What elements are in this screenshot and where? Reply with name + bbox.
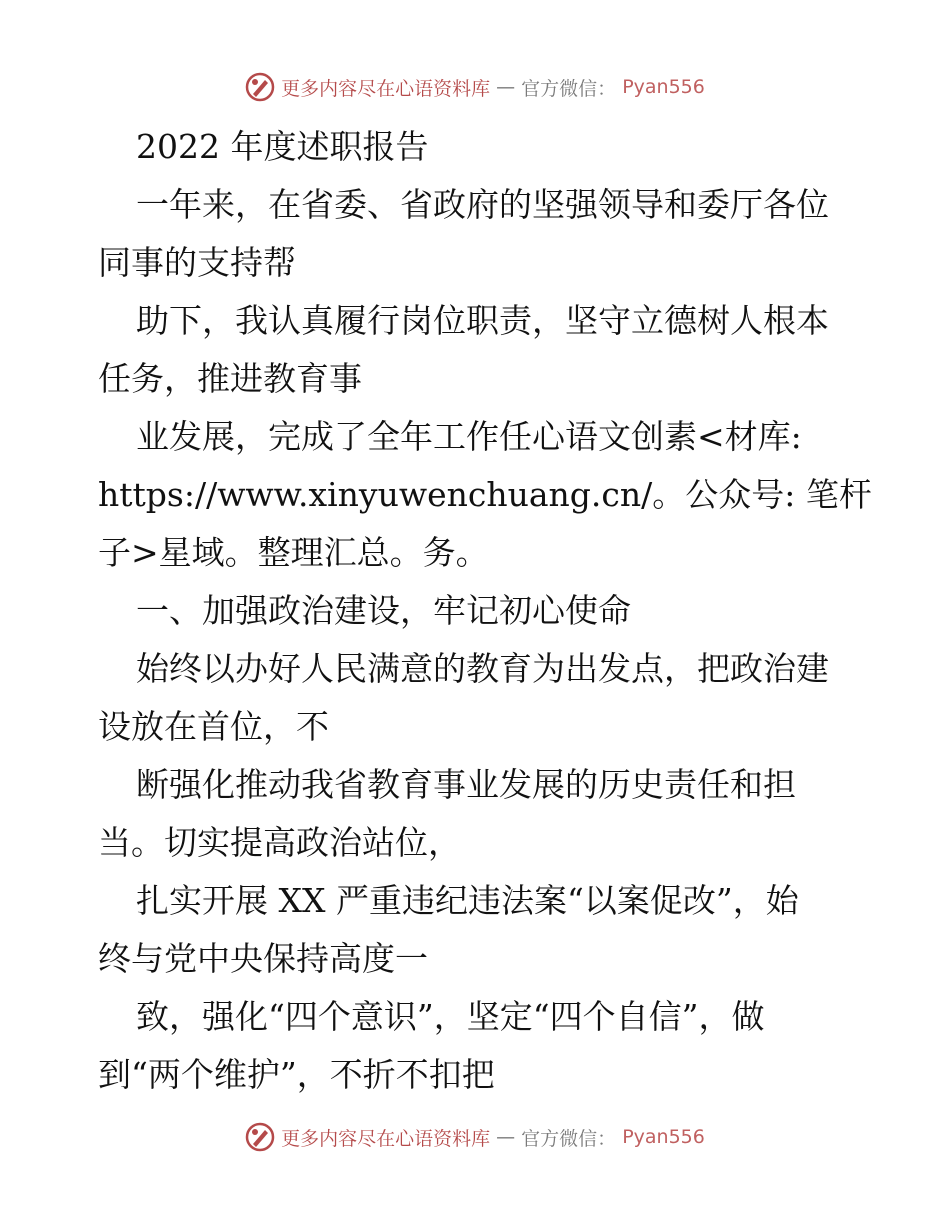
doc-line: 子>星域。整理汇总。务。 (98, 533, 489, 572)
doc-line: 当。切实提高政治站位， (98, 823, 461, 862)
doc-line: 断强化推动我省教育事业发展的历史责任和担 (136, 765, 796, 804)
footer-watermark (0, 1122, 950, 1152)
pen-logo-icon (245, 1122, 275, 1152)
doc-line: 2022 年度述职报告 (136, 127, 429, 166)
watermark-wechat-id: Pyan556 (622, 1126, 705, 1148)
watermark-main-text: 更多内容尽在心语资料库 (281, 1127, 491, 1150)
doc-line: 到“两个维护”，不折不扣把 (98, 1055, 495, 1094)
doc-line: 致，强化“四个意识”，坚定“四个自信”，做 (136, 997, 765, 1036)
doc-line: 始终以办好人民满意的教育为出发点，把政治建 (136, 649, 829, 688)
doc-line: 同事的支持帮 (98, 243, 296, 282)
doc-line: 终与党中央保持高度一 (98, 939, 428, 978)
doc-line: 业发展，完成了全年工作任心语文创素<材库: (136, 417, 802, 456)
watermark-dash: — (496, 76, 516, 98)
doc-line: 任务，推进教育事 (98, 359, 362, 398)
document-body (98, 118, 872, 1104)
watermark-official-text: 官方微信： (521, 1127, 617, 1150)
doc-line: 一、加强政治建设，牢记初心使命 (136, 591, 631, 630)
header-watermark (0, 72, 950, 102)
watermark-main-text: 更多内容尽在心语资料库 (281, 77, 491, 100)
watermark-wechat-id: Pyan556 (622, 76, 705, 98)
pen-logo-icon (245, 72, 275, 102)
doc-line: 助下，我认真履行岗位职责，坚守立德树人根本 (136, 301, 829, 340)
doc-line: 一年来，在省委、省政府的坚强领导和委厅各位 (136, 185, 829, 224)
doc-line: https://www.xinyuwenchuang.cn/。公众号: 笔杆 (98, 475, 872, 514)
watermark-dash: — (496, 1126, 516, 1148)
doc-line: 扎实开展 XX 严重违纪违法案“以案促改”，始 (136, 881, 799, 920)
doc-line: 设放在首位，不 (98, 707, 329, 746)
watermark-official-text: 官方微信： (521, 77, 617, 100)
